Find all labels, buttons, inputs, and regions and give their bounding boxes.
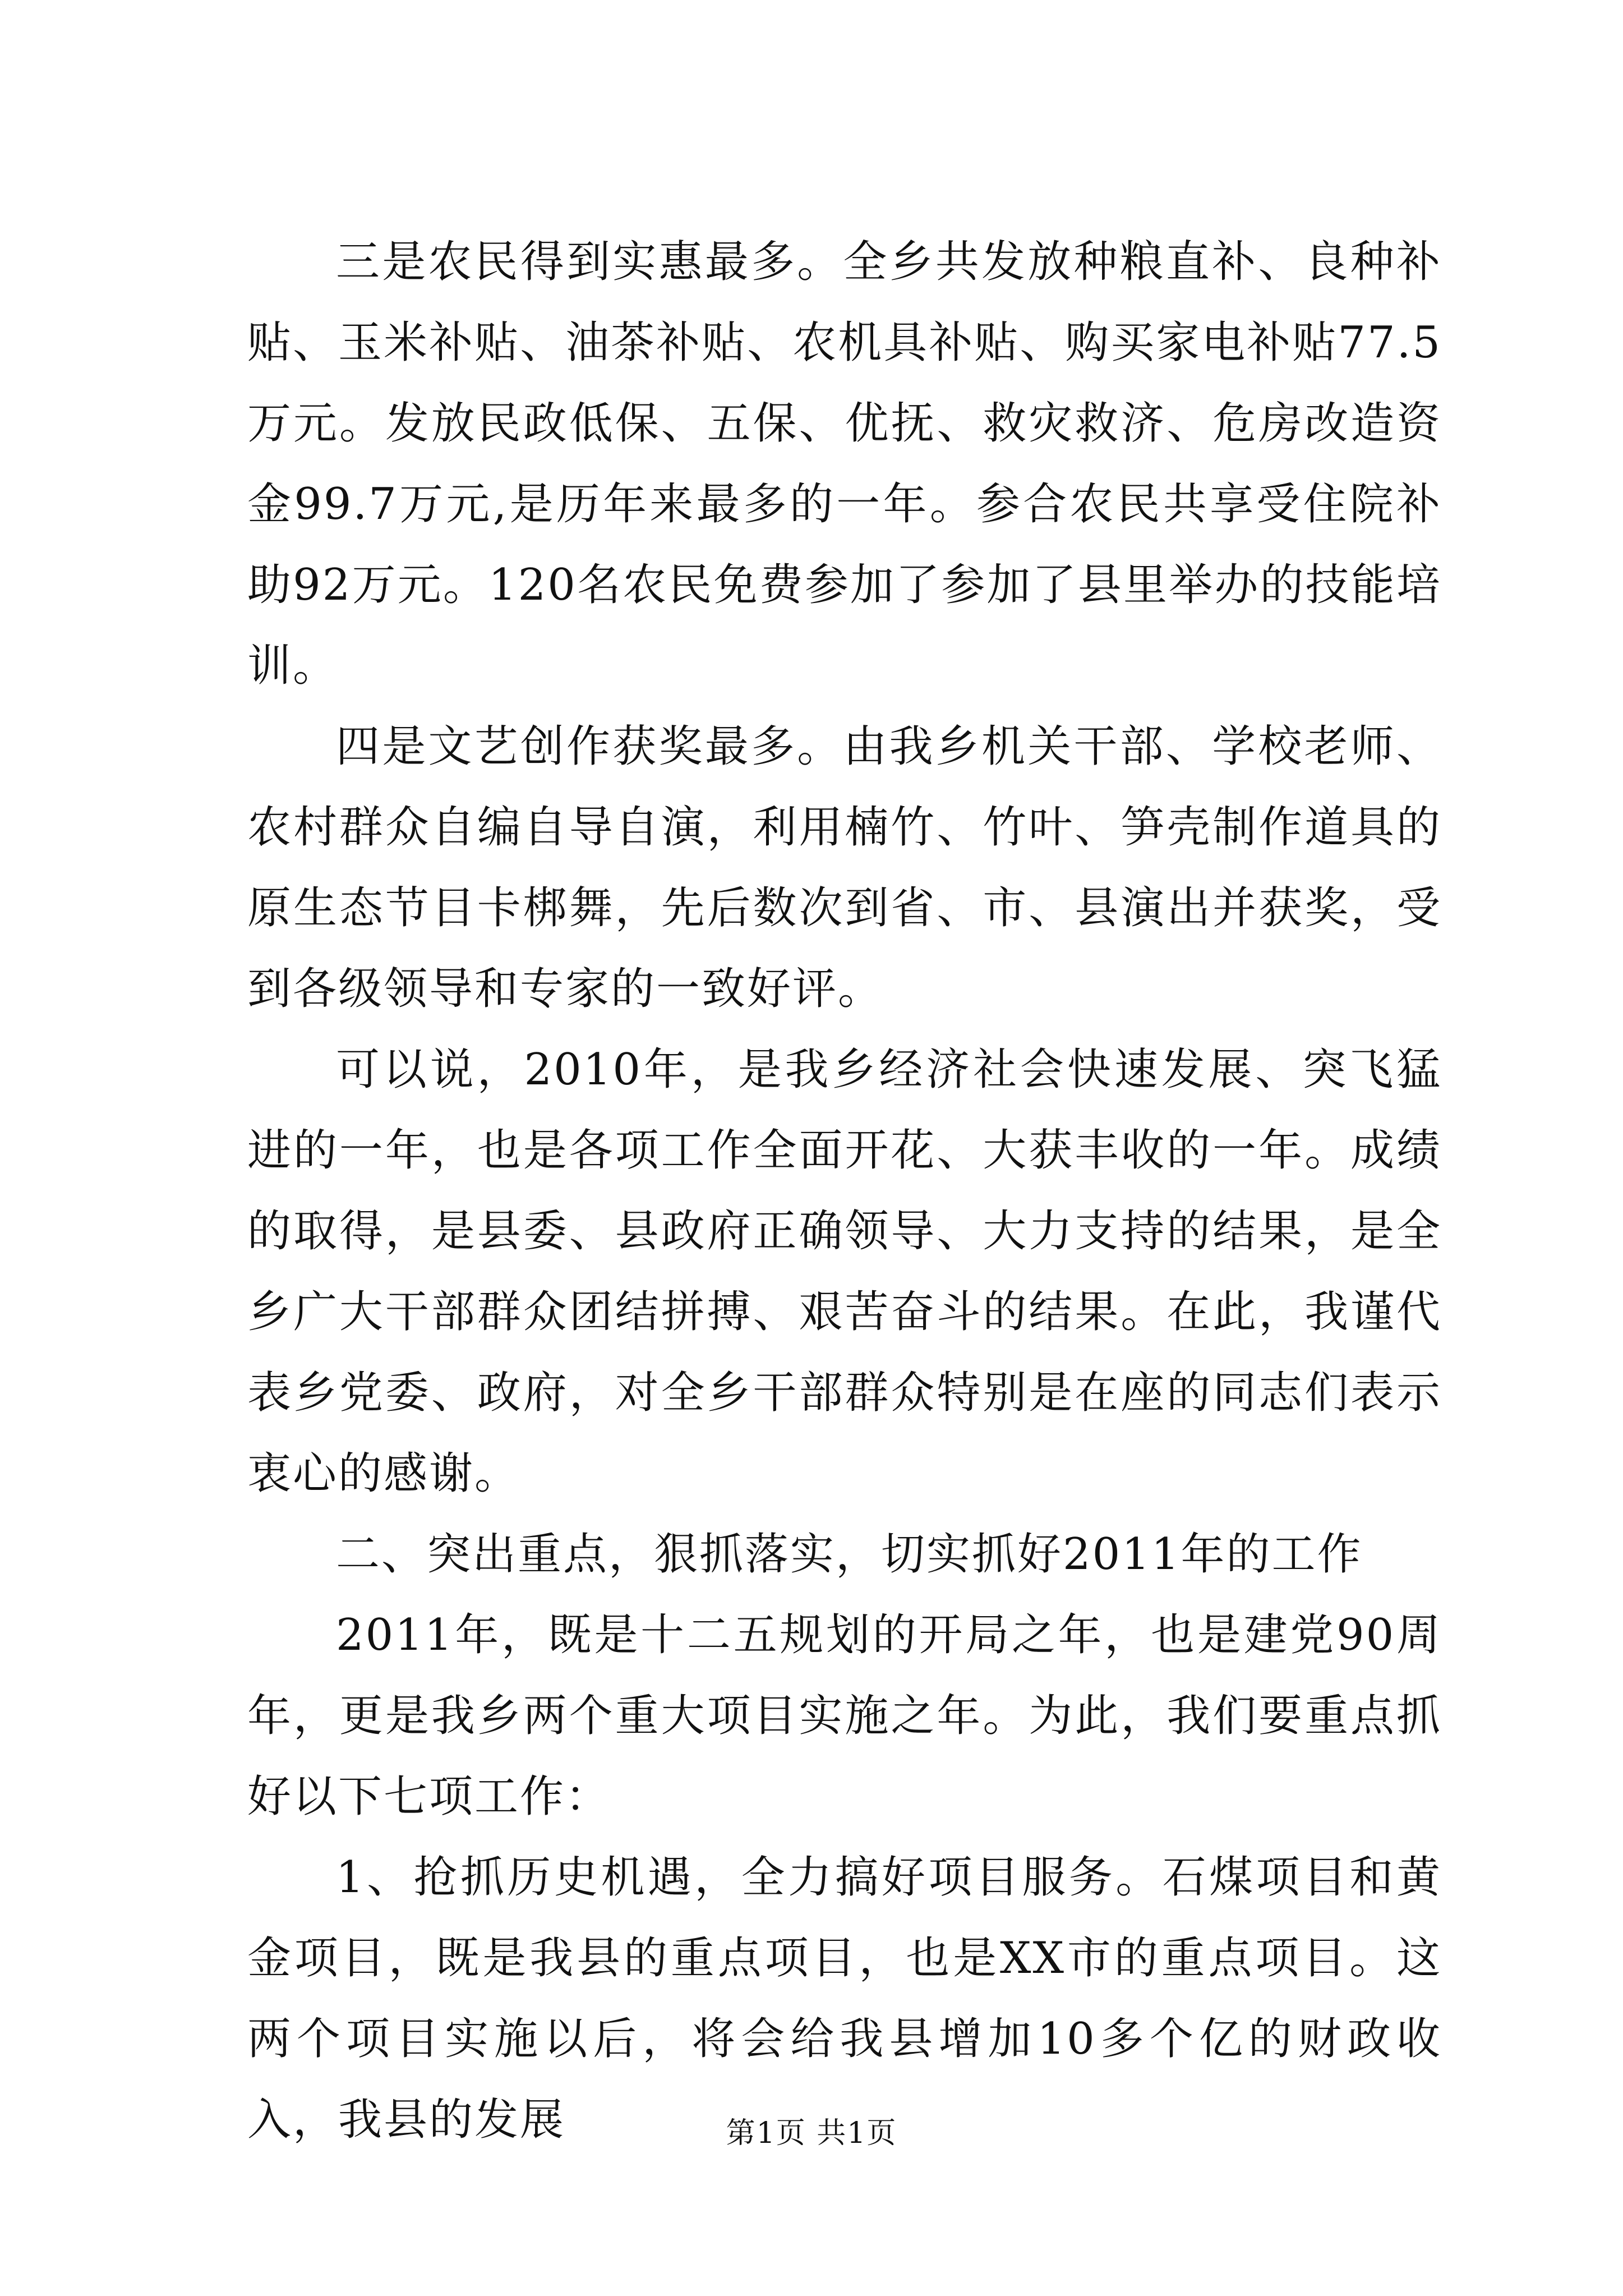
paragraph-2011-intro: 2011年，既是十二五规划的开局之年，也是建党90周年，更是我乡两个重大项目实施之年。为此，我们要重点抓好以下七项工作： xyxy=(247,1610,1442,1822)
paragraph-summary-2010: 可以说，2010年，是我乡经济社会快速发展、突飞猛进的一年，也是各项工作全面开花、大获丰收的一年。成绩的取得，是县委、县政府正确领导、大力支持的结果，是全乡广大干部群众团结拼搏、艰苦奋斗的结果。在此，我谨代表乡党委、政府，对全乡干部群众特别是在座的同志们表示衷心的感谢。 xyxy=(247,1045,1442,1499)
paragraph-project-service: 1、抢抓历史机遇，全力搞好项目服务。石煤项目和黄金项目，既是我县的重点项目，也是XX市的重点项目。这两个项目实施以后，将会给我县增加10多个亿的财政收入，我县的发展 xyxy=(247,1852,1442,2145)
page-number-footer: 第1页 共1页 xyxy=(726,2116,897,2150)
document-body xyxy=(247,222,1442,2160)
section-heading-2011-work: 二、突出重点，狠抓落实，切实抓好2011年的工作 xyxy=(336,1529,1363,1580)
paragraph-farmers-benefits: 三是农民得到实惠最多。全乡共发放种粮直补、良种补贴、玉米补贴、油茶补贴、农机具补贴、购买家电补贴77.5万元。发放民政低保、五保、优抚、救灾救济、危房改造资金99.7万元,是历年来最多的一年。参合农民共享受住院补助92万元。120名农民免费参加了参加了县里举办的技能培训。 xyxy=(247,237,1442,691)
paragraph-arts-awards: 四是文艺创作获奖最多。由我乡机关干部、学校老师、农村群众自编自导自演，利用楠竹、竹叶、笋壳制作道具的原生态节目卡梆舞，先后数次到省、市、县演出并获奖，受到各级领导和专家的一致好评。 xyxy=(247,721,1442,1014)
